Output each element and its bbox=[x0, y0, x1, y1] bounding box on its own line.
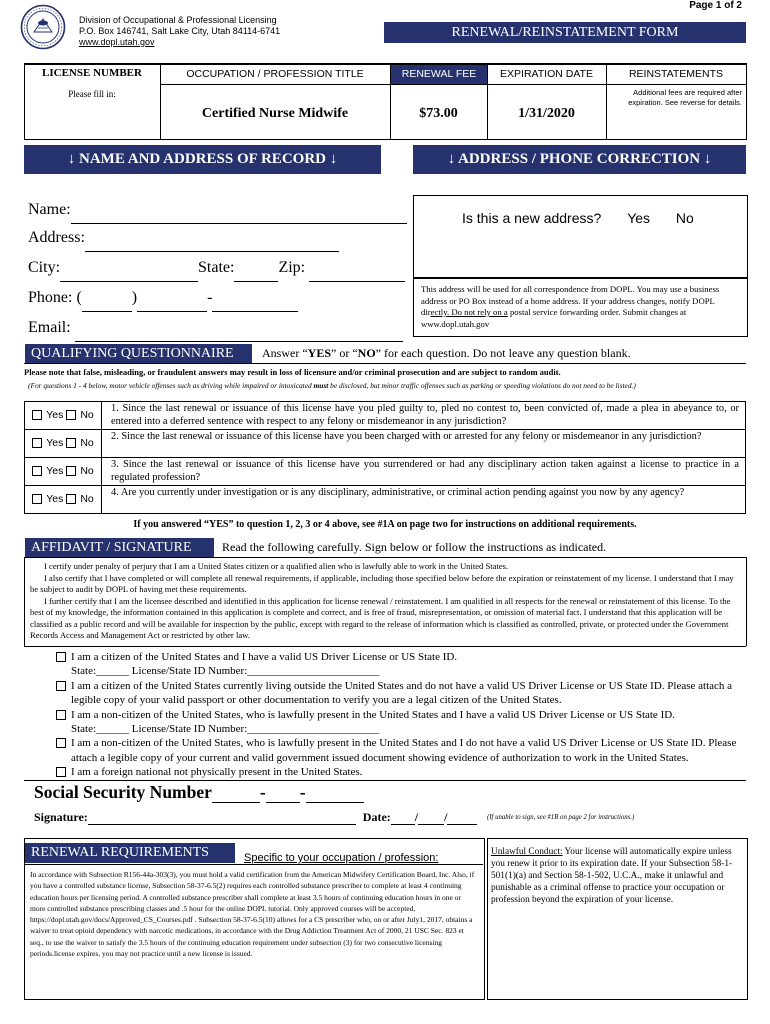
reinstatements-label: REINSTATEMENTS bbox=[628, 68, 724, 80]
page-number: Page 1 of 2 bbox=[689, 0, 742, 11]
address-field[interactable] bbox=[28, 224, 407, 252]
citizenship-option[interactable] bbox=[54, 708, 744, 737]
signature-input[interactable] bbox=[88, 812, 356, 825]
phone-dash: - bbox=[207, 289, 213, 306]
question-row bbox=[24, 430, 746, 458]
checkbox-icon bbox=[32, 494, 42, 504]
form-title: RENEWAL/REINSTATEMENT FORM bbox=[384, 22, 746, 43]
phone-label: Phone: ( bbox=[28, 289, 82, 306]
utah-state-seal-logo bbox=[20, 4, 66, 50]
name-field[interactable] bbox=[28, 196, 407, 224]
checkbox-icon bbox=[66, 494, 76, 504]
occupation-value: Certified Nurse Midwife bbox=[201, 106, 349, 121]
ssn-part1[interactable] bbox=[212, 785, 260, 803]
division-address: P.O. Box 146741, Salt Lake City, Utah 84114-6741 bbox=[79, 26, 281, 36]
affidavit-instruction: Read the following carefully. Sign below or follow the instructions as indicated. bbox=[222, 540, 607, 554]
city-label: City: bbox=[28, 259, 61, 276]
question-yes-option[interactable]: Yes bbox=[32, 493, 63, 505]
address-correction-note: This address will be used for all correspondence from DOPL. You may use a business address or PO Box instead of a home address. If your address changes, notify DOPL directly. Do not rely on a postal service forwarding order. Submit changes at www.dopl.utah.gov bbox=[421, 284, 720, 329]
question-text: 4. Are you currently under investigation or is any disciplinary, administrative, or criminal action pending against you now by any agency? bbox=[111, 487, 685, 498]
option-text: I am a citizen of the United States currently living outside the United States and do not have a valid US Driver License or US State ID. Please attach a legible copy of your valid passport or other documentation to verify you are a legal citizen of the United States. bbox=[71, 679, 733, 707]
question-text: 2. Since the last renewal or issuance of this license have you been charged with or arrested for any felony or misdemeanor in any jurisdiction? bbox=[111, 431, 702, 442]
date-year[interactable] bbox=[447, 812, 477, 825]
option-text: I am a citizen of the United States and I have a valid US Driver License or US State ID. bbox=[71, 651, 458, 663]
address-correction-box[interactable] bbox=[413, 195, 748, 279]
checkbox-icon bbox=[66, 410, 76, 420]
state-label: State: bbox=[198, 259, 235, 276]
checkbox-icon bbox=[32, 438, 42, 448]
option-text: I am a non-citizen of the United States, who is lawfully present in the United States and I do not have a valid US Driver License or US State ID. Please attach a legible copy of your current and valid government issued document showing evidence of authorization to work in the United States. bbox=[71, 737, 737, 764]
checkbox-icon bbox=[66, 466, 76, 476]
question-row bbox=[24, 402, 746, 430]
affidavit-title: AFFIDAVIT / SIGNATURE bbox=[25, 538, 214, 557]
phone-line-input[interactable] bbox=[212, 295, 298, 312]
unable-to-sign-note: (If unable to sign, see #1B on page 2 for instructions.) bbox=[487, 814, 635, 821]
signature-label: Signature: bbox=[34, 810, 88, 824]
citizenship-option[interactable] bbox=[54, 650, 744, 679]
option-sub: State:______ License/State ID Number:________________________ bbox=[71, 723, 380, 736]
questionnaire-note: (For questions 1 - 4 below, motor vehicle offenses such as driving while impaired or intoxicated must be disclosed, but minor traffic offenses such as parking or speeding violations do not need to be listed.) bbox=[28, 381, 636, 390]
phone-paren: ) bbox=[131, 289, 138, 306]
question-text: 1. Since the last renewal or issuance of this license have you pled guilty to, pled no contest to, been convicted of, made a plea in abeyance to, or entered into a deferred sentence with respect to any felony or misdemeanor in any jurisdiction? bbox=[111, 403, 739, 427]
renewal-fee-label: RENEWAL FEE bbox=[391, 65, 487, 84]
question-no-option[interactable]: No bbox=[66, 465, 93, 477]
ssn-label: Social Security Number bbox=[34, 782, 212, 802]
question-yes-option[interactable]: Yes bbox=[32, 409, 63, 421]
occupation-label: OCCUPATION / PROFESSION TITLE bbox=[186, 68, 364, 80]
new-address-question: Is this a new address? bbox=[462, 210, 602, 226]
unlawful-conduct: Unlawful Conduct: Your license will automatically expire unless you renew it prior to its expiration date. If your Subsection 58-1-501(1)(a) and Section 58-1-502, U.C.A., make it unlawful and punishable as a criminal offense to practice your occupation or profession beyond the expiration of your license. bbox=[491, 847, 733, 905]
questionnaire-followup: If you answered “YES” to question 1, 2, 3 or 4 above, see #1A on page two for instructions on additional requirements. bbox=[133, 519, 637, 530]
question-yes-option[interactable]: Yes bbox=[32, 437, 63, 449]
date-label: Date: bbox=[362, 810, 391, 824]
option-text: I am a non-citizen of the United States, who is lawfully present in the United States and I have a valid US Driver License or US State ID. bbox=[71, 708, 675, 721]
renewal-specific: Specific to your occupation / profession: bbox=[244, 852, 439, 864]
date-slash-1: / bbox=[414, 810, 419, 824]
checkbox-icon bbox=[32, 466, 42, 476]
name-address-band: ↓ NAME AND ADDRESS OF RECORD ↓ bbox=[24, 145, 381, 174]
zip-input[interactable] bbox=[309, 265, 405, 282]
zip-label: Zip: bbox=[278, 259, 306, 276]
questionnaire-title: QUALIFYING QUESTIONNAIRE bbox=[25, 344, 252, 363]
state-input[interactable] bbox=[234, 265, 278, 282]
name-label: Name: bbox=[28, 201, 71, 218]
date-month[interactable] bbox=[391, 812, 415, 825]
question-yes-option[interactable]: Yes bbox=[32, 465, 63, 477]
address-label: Address: bbox=[28, 229, 85, 246]
questionnaire-warning: Please note that false, misleading, or fraudulent answers may result in loss of licensure and/or criminal prosecution and are subject to random audit. bbox=[24, 367, 561, 377]
email-label: Email: bbox=[28, 319, 71, 336]
question-no-option[interactable]: No bbox=[66, 437, 93, 449]
question-no-option[interactable]: No bbox=[66, 493, 93, 505]
affidavit-text: I certify under penalty of perjury that I am a United States citizen or a qualified alien who is lawfully able to work in the United States. I also certify that I have completed or will complete all renewal requirements, if applicable, including those specified below before the expiration or reinstatement of my license. I understand that I may be subject to audit by DOPL of having met these requirements. I further certify that I am the licensee described and identified in this application for license renewal / reinstatement. I am qualified in all respects for the renewal or reinstatement of this license. To the best of my knowledge, the information contained in this application is complete and correct, and is free of fraud, misrepresentation, or omission of material fact. I understand that this application will be classified as a public record and will be available for inspection by the public, except with regard to the release of information which is classified as controlled, private, or protected under the Government Records Access and Management Act or restricted by other law. bbox=[30, 561, 734, 640]
checkbox-icon bbox=[66, 438, 76, 448]
ssn-part2[interactable] bbox=[266, 785, 300, 803]
question-no-option[interactable]: No bbox=[66, 409, 93, 421]
checkbox-icon bbox=[56, 681, 66, 691]
division-website[interactable]: www.dopl.utah.gov bbox=[79, 37, 155, 47]
new-address-no[interactable]: No bbox=[675, 210, 694, 226]
expiration-value: 1/31/2020 bbox=[518, 106, 575, 121]
checkbox-icon bbox=[56, 738, 66, 748]
phone-area-input[interactable] bbox=[82, 295, 132, 312]
renewal-requirements-title: RENEWAL REQUIREMENTS bbox=[25, 843, 235, 863]
license-number-label: LICENSE NUMBER bbox=[42, 67, 142, 79]
new-address-yes[interactable]: Yes bbox=[627, 210, 651, 226]
reinstatements-note: Additional fees are required after expiration. See reverse for details. bbox=[628, 88, 742, 107]
phone-prefix-input[interactable] bbox=[137, 295, 207, 312]
ssn-part3[interactable] bbox=[306, 785, 364, 803]
question-row bbox=[24, 458, 746, 486]
date-slash-2: / bbox=[444, 810, 448, 824]
checkbox-icon bbox=[32, 410, 42, 420]
citizenship-option[interactable] bbox=[54, 679, 744, 708]
citizenship-option[interactable] bbox=[54, 765, 744, 779]
option-text: I am a foreign national not physically present in the United States. bbox=[71, 766, 363, 779]
question-row bbox=[24, 486, 746, 514]
question-text: 3. Since the last renewal or issuance of this license have you surrendered or had any disciplinary action taken against a license to practice in a regulated profession? bbox=[111, 459, 739, 483]
renewal-fee-value: $73.00 bbox=[419, 106, 458, 121]
date-day[interactable] bbox=[418, 812, 444, 825]
checkbox-icon bbox=[56, 767, 66, 777]
option-sub: State:______ License/State ID Number:________________________ bbox=[71, 665, 380, 678]
checkbox-icon bbox=[56, 710, 66, 720]
expiration-label: EXPIRATION DATE bbox=[500, 68, 593, 80]
email-input[interactable] bbox=[75, 325, 403, 342]
city-input[interactable] bbox=[60, 265, 198, 282]
checkbox-icon bbox=[56, 652, 66, 662]
license-number-field[interactable] bbox=[26, 102, 158, 136]
please-fill-in: Please fill in: bbox=[68, 89, 116, 99]
division-name: Division of Occupational & Professional Licensing bbox=[79, 15, 277, 25]
citizenship-option[interactable] bbox=[54, 736, 744, 765]
renewal-body: In accordance with Subsection R156-44a-303(3), you must hold a valid certification from the American Midwifery Certification Board, Inc. Also, if you have a controlled substance license, Subsection 58-37-6.5(2) requires each controlled substance prescriber to complete at least 4 continuing education hours per licensing period. A controlled substance prescriber shall complete at least 3.5 hours of continuing education hours in one or more controlled substance prescribing classes and .5 hour for the online DOPL tutorial. Only approved courses will be accepted, https://dopl.utah.gov/docs/Approved_CS_Courses.pdf . Subsection 58-37-6.5(10) allows for a CS prescriber who, on or after July1, 2017, obtains a waiver to treat opioid dependency with narcotic medications, in accordance with the Drug Addiction Treatment Act of 2000, 21 USC Sec. 823 et seq., to use the waiver to satisfy the 3.5 hours of the continuing education requirement under subsection (3) for two consecutive licensing periods.license expires, you may not practice until a new license is issued. bbox=[30, 870, 475, 959]
questionnaire-instruction: Answer “YES” or “NO” for each question. Do not leave any question blank. bbox=[262, 346, 631, 360]
address-correction-band: ↓ ADDRESS / PHONE CORRECTION ↓ bbox=[413, 145, 746, 174]
